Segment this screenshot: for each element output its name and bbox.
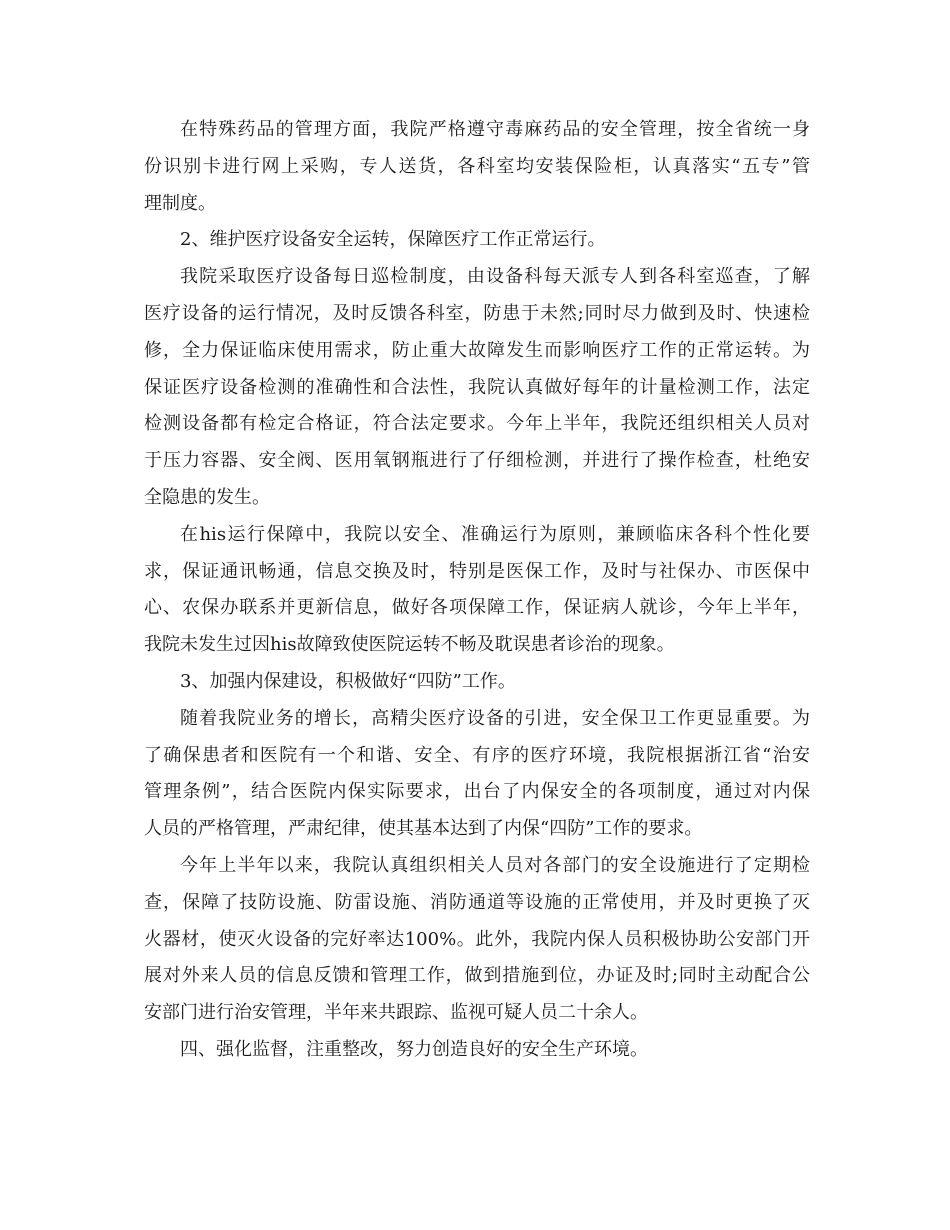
paragraph-line: 心、农保办联系并更新信息，做好各项保障工作，保证病人就诊，今年上半年， [144, 597, 810, 619]
paragraph-line: 我院未发生过因his故障致使医院运转不畅及耽误患者诊治的现象。 [144, 634, 675, 656]
paragraph-line: 人员的严格管理，严肃纪律，使其基本达到了内保“四防”工作的要求。 [144, 818, 703, 840]
paragraph-line: 全隐患的发生。 [144, 486, 270, 508]
paragraph-line: 了确保患者和医院有一个和谐、安全、有序的医疗环境，我院根据浙江省“治安 [144, 744, 810, 766]
paragraph-line: 查，保障了技防设施、防雷设施、消防通道等设施的正常使用，并及时更换了灭 [144, 891, 810, 913]
paragraph-line: 于压力容器、安全阀、医用氧钢瓶进行了仔细检测，并进行了操作检查，杜绝安 [144, 450, 810, 472]
paragraph-line: 今年上半年以来，我院认真组织相关人员对各部门的安全设施进行了定期检 [180, 854, 810, 876]
paragraph-line: 展对外来人员的信息反馈和管理工作，做到措施到位，办证及时;同时主动配合公 [144, 965, 810, 987]
section-heading: 3、加强内保建设，积极做好“四防”工作。 [180, 670, 516, 692]
paragraph-line: 安部门进行治安管理，半年来共跟踪、监视可疑人员二十余人。 [144, 1002, 648, 1024]
paragraph-line: 在his运行保障中，我院以安全、准确运行为原则，兼顾临床各科个性化要 [180, 523, 810, 545]
section-heading: 2、维护医疗设备安全运转，保障医疗工作正常运行。 [180, 229, 606, 251]
paragraph-line: 管理条例”，结合医院内保实际要求，出台了内保安全的各项制度，通过对内保 [144, 781, 810, 803]
paragraph-line: 在特殊药品的管理方面，我院严格遵守毒麻药品的安全管理，按全省统一身 [180, 119, 810, 140]
paragraph-line: 医疗设备的运行情况，及时反馈各科室，防患于未然;同时尽力做到及时、快速检 [144, 302, 810, 324]
paragraph-line: 修，全力保证临床使用需求，防止重大故障发生而影响医疗工作的正常运转。为 [144, 339, 810, 361]
paragraph-line: 火器材，使灭火设备的完好率达100%。此外，我院内保人员积极协助公安部门开 [144, 928, 810, 950]
paragraph-line: 我院采取医疗设备每日巡检制度，由设备科每天派专人到各科室巡查，了解 [180, 266, 810, 288]
paragraph-line: 随着我院业务的增长，高精尖医疗设备的引进，安全保卫工作更显重要。为 [180, 707, 810, 729]
paragraph-line: 理制度。 [144, 192, 216, 214]
paragraph-line: 求，保证通讯畅通，信息交换及时，特别是医保工作，及时与社保办、市医保中 [144, 560, 810, 582]
paragraph-line: 保证医疗设备检测的准确性和合法性，我院认真做好每年的计量检测工作，法定 [144, 376, 810, 398]
paragraph-line: 份识别卡进行网上采购，专人送货，各科室均安装保险柜，认真落实“五专”管 [144, 155, 810, 177]
document-body [144, 112, 810, 1069]
paragraph-line: 检测设备都有检定合格证，符合法定要求。今年上半年，我院还组织相关人员对 [144, 413, 810, 435]
section-heading: 四、强化监督，注重整改，努力创造良好的安全生产环境。 [180, 1038, 648, 1060]
